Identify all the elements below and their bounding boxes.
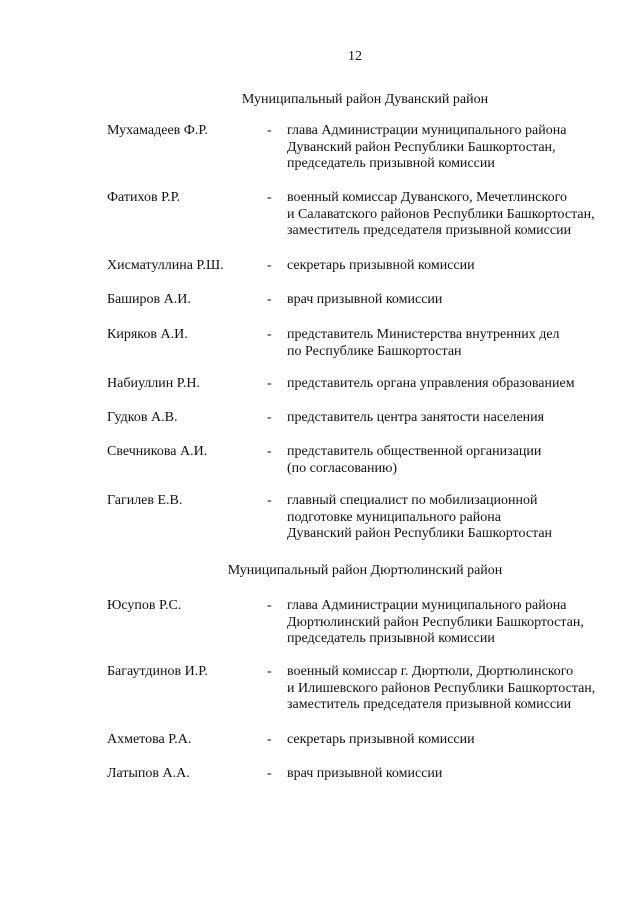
member-dash: - xyxy=(267,292,272,307)
member-name: Свечникова А.И. xyxy=(107,444,208,459)
member-name: Баширов А.И. xyxy=(107,292,191,307)
member-role: глава Администрации муниципального района Дюртюлинский район Республики Башкортостан, председатель призывной комиссии xyxy=(287,598,584,646)
section-title-duvansky: Муниципальный район Дуванский район xyxy=(241,92,489,107)
member-name: Латыпов А.А. xyxy=(107,766,190,781)
member-role: врач призывной комиссии xyxy=(287,766,443,781)
member-dash: - xyxy=(267,190,272,205)
member-dash: - xyxy=(267,123,272,138)
member-role: представитель центра занятости населения xyxy=(287,410,545,425)
member-dash: - xyxy=(267,766,272,781)
member-name: Киряков А.И. xyxy=(107,327,188,342)
section-title-dyurtyulinsky: Муниципальный район Дюртюлинский район xyxy=(227,563,503,578)
member-role: главный специалист по мобилизационной подготовке муниципального района Дуванский район Республики Башкортостан xyxy=(287,493,553,541)
member-role: военный комиссар г. Дюртюли, Дюртюлинского и Илишевского районов Республики Башкортостан, заместитель председателя призывной комиссии xyxy=(287,664,596,712)
member-name: Ахметова Р.А. xyxy=(107,732,192,747)
member-dash: - xyxy=(267,664,272,679)
member-name: Фатихов Р.Р. xyxy=(107,190,181,205)
member-role: секретарь призывной комиссии xyxy=(287,258,475,273)
member-dash: - xyxy=(267,327,272,342)
member-role: врач призывной комиссии xyxy=(287,292,443,307)
page-number: 12 xyxy=(348,49,362,64)
member-dash: - xyxy=(267,376,272,391)
member-dash: - xyxy=(267,598,272,613)
member-name: Гудков А.В. xyxy=(107,410,178,425)
member-role: представитель Министерства внутренних дел по Республике Башкортостан xyxy=(287,327,560,359)
member-role: глава Администрации муниципального района Дуванский район Республики Башкортостан, председатель призывной комиссии xyxy=(287,123,567,171)
member-dash: - xyxy=(267,258,272,273)
member-role: представитель общественной организации (по согласованию) xyxy=(287,444,542,476)
member-dash: - xyxy=(267,444,272,459)
member-role: военный комиссар Дуванского, Мечетлинского и Салаватского районов Республики Башкортостан, заместитель председателя призывной комиссии xyxy=(287,190,595,238)
member-role: секретарь призывной комиссии xyxy=(287,732,475,747)
member-name: Хисматуллина Р.Ш. xyxy=(107,258,224,273)
member-role: представитель органа управления образованием xyxy=(287,376,575,391)
member-name: Набиуллин Р.Н. xyxy=(107,376,200,391)
member-name: Юсупов Р.С. xyxy=(107,598,182,613)
member-dash: - xyxy=(267,410,272,425)
member-dash: - xyxy=(267,493,272,508)
member-dash: - xyxy=(267,732,272,747)
member-name: Мухамадеев Ф.Р. xyxy=(107,123,208,138)
member-name: Багаутдинов И.Р. xyxy=(107,664,208,679)
member-name: Гагилев Е.В. xyxy=(107,493,183,508)
